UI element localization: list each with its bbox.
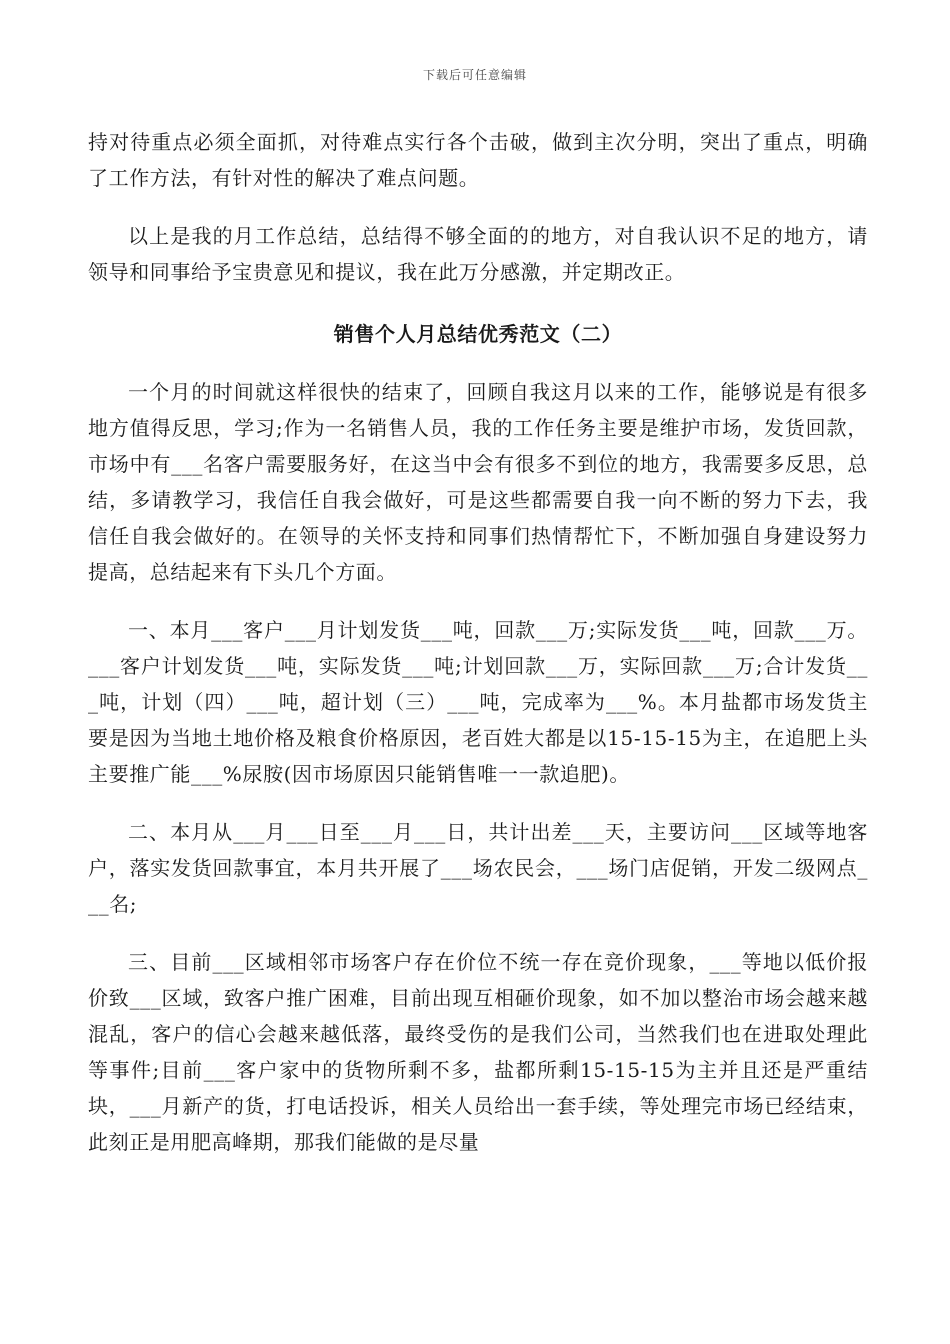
paragraph-intro: 一个月的时间就这样很快的结束了，回顾自我这月以来的工作，能够说是有很多地方值得反思，学习;作为一名销售人员，我的工作任务主要是维护市场，发货回款，市场中有___名客户需要服务好，在这当中会有很多不到位的地方，我需要多反思，总结，多请教学习，我信任自我会做好，可是这些都需要自我一向不断的努力下去，我信任自我会做好的。在领导的关怀支持和同事们热情帮忙下，不断加强自身建设努力提高，总结起来有下头几个方面。 [88, 380, 868, 584]
paragraph-closing: 以上是我的月工作总结，总结得不够全面的的地方，对自我认识不足的地方，请领导和同事给予宝贵意见和提议，我在此万分感激，并定期改正。 [88, 224, 868, 284]
section-title: 销售个人月总结优秀范文（二） [333, 322, 623, 346]
paragraph-item-1: 一、本月___客户___月计划发货___吨，回款___万;实际发货___吨，回款___万。___客户计划发货___吨，实际发货___吨;计划回款___万，实际回款___万;合计发货___吨，计划（四）___吨，超计划（三）___吨，完成率为___%。本月盐都市场发货主要是因为当地土地价格及粮食价格原因，老百姓大都是以15-15-15为主，在追肥上头主要推广能___%尿胺(因市场原因只能销售唯一一款追肥)。 [88, 618, 868, 786]
document-body [88, 124, 868, 1160]
paragraph-item-2: 二、本月从___月___日至___月___日，共计出差___天，主要访问___区域等地客户，落实发货回款事宜，本月共开展了___场农民会，___场门店促销，开发二级网点___名; [88, 820, 868, 916]
paragraph-continuation: 持对待重点必须全面抓，对待难点实行各个击破，做到主次分明，突出了重点，明确了工作方法，有针对性的解决了难点问题。 [88, 130, 868, 190]
paragraph-item-3: 三、目前___区域相邻市场客户存在价位不统一存在竞价现象，___等地以低价报价致___区域，致客户推广困难，目前出现互相砸价现象，如不加以整治市场会越来越混乱，客户的信心会越来越低落，最终受伤的是我们公司，当然我们也在进取处理此等事件;目前___客户家中的货物所剩不多，盐都所剩15-15-15为主并且还是严重结块，___月新产的货，打电话投诉，相关人员给出一套手续，等处理完市场已经结束，此刻正是用肥高峰期，那我们能做的是尽量 [88, 950, 868, 1154]
page-header: 下载后可任意编辑 [422, 68, 527, 82]
